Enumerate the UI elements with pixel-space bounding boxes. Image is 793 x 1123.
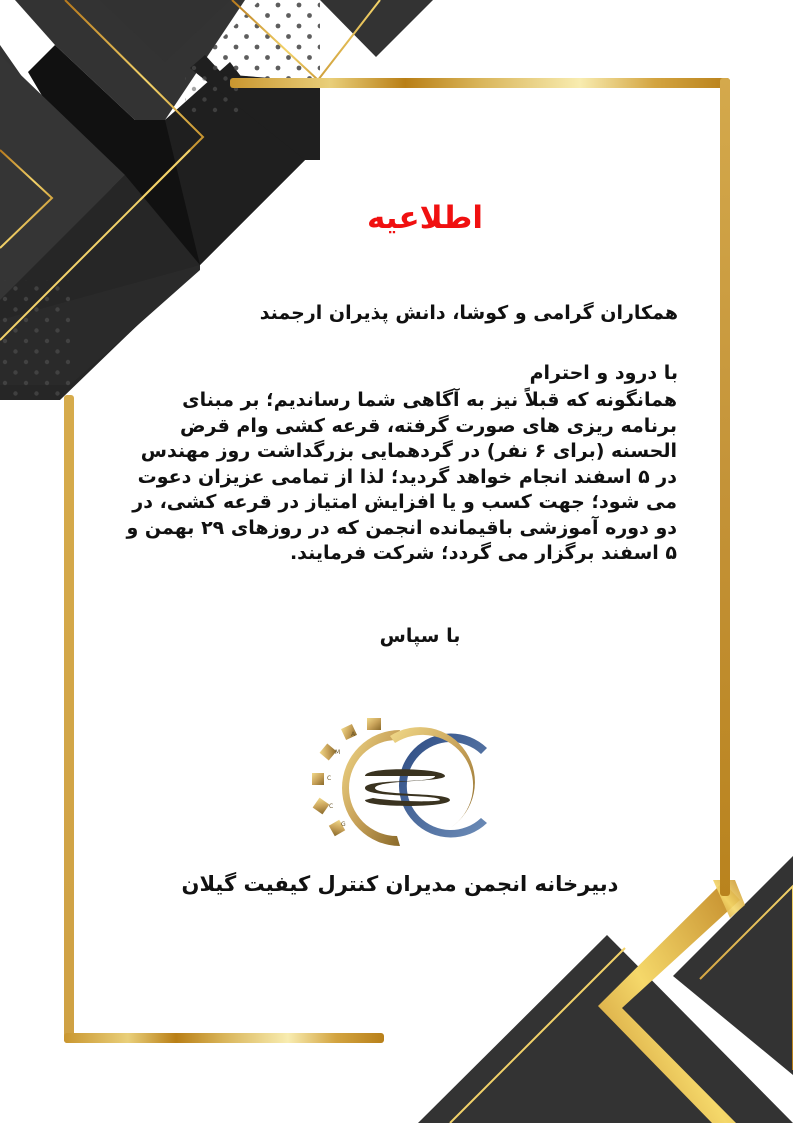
svg-text:A: A — [351, 731, 356, 738]
frame-right — [720, 78, 730, 896]
body-line: برنامه ریزی های صورت گرفته، قرعه کشی وام قرض — [180, 414, 677, 437]
greeting: با درود و احترام — [529, 362, 678, 384]
notice-title: اطلاعیه — [367, 200, 483, 236]
svg-text:C: C — [327, 775, 332, 782]
svg-text:G: G — [341, 821, 346, 828]
svg-text:M: M — [335, 749, 341, 756]
gear-cs-logo-icon — [305, 718, 495, 848]
frame-left — [64, 395, 74, 1043]
svg-text:C: C — [329, 803, 334, 810]
salutation: همکاران گرامی و کوشا، دانش پذیران ارجمند — [259, 302, 678, 324]
notice-body — [115, 388, 677, 567]
body-line: الحسنه (برای ۶ نفر) در گردهمایی بزرگداشت روز مهندس — [140, 440, 677, 462]
frame-bottom — [64, 1033, 384, 1043]
body-line: می شود؛ جهت کسب و یا افزایش امتیاز در قرعه کشی، در — [132, 491, 677, 513]
signature-organization: دبیرخانه انجمن مدیران کنترل کیفیت گیلان — [181, 872, 619, 896]
frame-top — [230, 78, 730, 88]
closing-thanks: با سپاس — [379, 625, 461, 647]
body-line: ۵ اسفند برگزار می گردد؛ شرکت فرمایند. — [289, 542, 677, 564]
body-line: همانگونه که قبلاً نیز به آگاهی شما رساندیم؛ بر مبنای — [182, 389, 677, 411]
body-line: در ۵ اسفند انجام خواهد گردید؛ لذا از تمامی عزیزان دعوت — [137, 465, 677, 488]
body-line: دو دوره آموزشی باقیمانده انجمن که در روزهای ۲۹ بهمن و — [126, 516, 677, 539]
